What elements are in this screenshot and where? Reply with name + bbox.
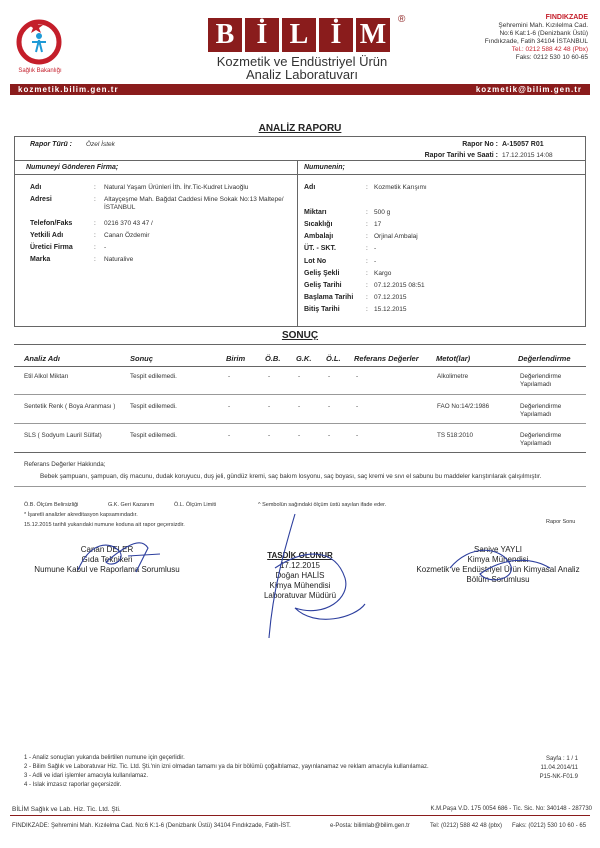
address-line: Fındıkzade, Fatih 34104 İSTANBUL — [484, 38, 588, 45]
sample-colon: : — [366, 221, 368, 228]
sender-value: Canan Özdemir — [104, 232, 150, 239]
divider — [14, 452, 586, 453]
header-fax: Faks: 0212 530 10 60-65 — [515, 54, 588, 61]
signer-title: Gıda Teknikeri — [81, 555, 133, 564]
sender-value: Naturalive — [104, 256, 134, 263]
brand-letter: İ — [319, 18, 353, 52]
address-line: Şehremini Mah. Kızılelma Cad. — [498, 22, 588, 29]
sample-value: Kargo — [374, 270, 392, 277]
sample-label: Ambalajı — [304, 233, 334, 240]
sender-colon: : — [94, 244, 96, 251]
header-tel: Tel.: 0212 588 42 48 (Pbx) — [511, 46, 588, 53]
divider — [297, 160, 298, 327]
row-eval: Değerlendirme — [520, 403, 562, 410]
footer-company: BİLİM Sağlık ve Lab. Hiz. Tic. Ltd. Şti. — [12, 806, 121, 813]
sender-colon: : — [94, 184, 96, 191]
branch-name: FINDIKZADE — [545, 14, 588, 21]
row-name: SLS ( Sodyum Lauril Sülfat) — [24, 432, 102, 439]
sender-colon: : — [94, 232, 96, 239]
footer-fax: Faks: (0212) 530 10 60 - 65 — [512, 823, 587, 829]
col-header-ol: Ö.L. — [326, 354, 341, 363]
row-result: Tespit edilemedi. — [130, 432, 177, 439]
sample-value: 17 — [374, 221, 382, 228]
row-method: FAO No:14/2:1986 — [437, 403, 490, 410]
row-gk: - — [298, 373, 301, 380]
legend-ob: Ö.B. Ölçüm Belirsizliği — [24, 502, 79, 508]
signer-title: Kozmetik ve Endüstriyel Ürün Kimyasal Analiz — [416, 565, 580, 574]
row-eval: Yapılamadı — [520, 411, 552, 418]
sample-label: Sıcaklığı — [304, 221, 333, 228]
sample-colon: : — [366, 233, 368, 240]
sample-colon: : — [366, 245, 368, 252]
col-header-method: Metot(lar) — [436, 354, 471, 363]
footer-tel: Tel: (0212) 588 42 48 (pbx) — [430, 823, 503, 829]
row-eval: Yapılamadı — [520, 381, 552, 388]
signer-title: Laboratuvar Müdürü — [263, 591, 337, 600]
sender-colon: : — [94, 196, 96, 203]
signer-title: Bölüm Sorumlusu — [466, 575, 530, 584]
report-type-label: Rapor Türü : — [30, 141, 72, 148]
report-no-value: A-15057 R01 — [502, 141, 544, 148]
row-result: Tespit edilemedi. — [130, 403, 177, 410]
sample-value: - — [374, 245, 377, 252]
note: 1 - Analiz sonuçları yukarıda belirtilen numune için geçerlidir. — [24, 755, 185, 761]
row-method: TS 518:2010 — [437, 432, 474, 439]
note: 3 - Adli ve idari işlemler amacıyla kullanılamaz. — [24, 773, 149, 779]
footer-divider — [10, 815, 590, 816]
header-address — [485, 14, 588, 62]
approval-date: 17.12.2015 — [279, 561, 321, 570]
brand-letter: M — [356, 18, 390, 52]
sender-label: Marka — [30, 256, 51, 263]
divider — [14, 344, 586, 345]
signer-name: Doğan HALİS — [275, 571, 325, 580]
signer-name: Saniye YAYLI — [473, 545, 523, 554]
row-unit: - — [228, 432, 231, 439]
signer-title: Kimya Mühendisi — [467, 555, 529, 564]
row-eval: Değerlendirme — [520, 432, 562, 439]
row-unit: - — [228, 403, 231, 410]
row-gk: - — [298, 432, 301, 439]
row-ol: - — [328, 373, 331, 380]
signer-title: Numune Kabul ve Raporlama Sorumlusu — [34, 565, 180, 574]
sample-label: Geliş Tarihi — [304, 282, 342, 289]
row-result: Tespit edilemedi. — [130, 373, 177, 380]
website-link[interactable]: kozmetik.bilim.gen.tr — [18, 85, 119, 94]
divider — [14, 160, 586, 161]
sample-label: ÜT. - SKT. — [304, 245, 336, 252]
col-header-analysis: Analiz Adı — [24, 354, 60, 363]
sample-value: Kozmetik Karışımı — [374, 184, 427, 191]
sender-label: Adresi — [30, 196, 52, 203]
row-name: Etil Alkol Miktarı — [24, 373, 69, 380]
sample-value: - — [374, 258, 377, 265]
legend-gk: G.K. Geri Kazanım — [108, 502, 155, 508]
legend-ol: Ö.L. Ölçüm Limiti — [174, 502, 217, 508]
sample-label: Başlama Tarihi — [304, 294, 354, 301]
sample-colon: : — [366, 294, 368, 301]
results-title: SONUÇ — [281, 330, 319, 341]
sender-label: Yetkili Adı — [30, 232, 64, 239]
sender-value: - — [104, 244, 107, 251]
sender-label: Telefon/Faks — [30, 220, 73, 227]
row-gk: - — [298, 403, 301, 410]
row-eval: Yapılamadı — [520, 440, 552, 447]
sender-colon: : — [94, 256, 96, 263]
handwritten-signature — [70, 532, 180, 582]
brand-letter: B — [208, 18, 242, 52]
divider — [14, 174, 586, 175]
sample-colon: : — [366, 270, 368, 277]
row-ref: - — [356, 373, 359, 380]
page-info — [500, 755, 578, 782]
row-ref: - — [356, 403, 359, 410]
col-header-ob: Ö.B. — [265, 354, 281, 363]
sample-label: Miktarı — [304, 209, 327, 216]
sample-colon: : — [366, 184, 368, 191]
sender-colon: : — [94, 220, 96, 227]
legend-symbol: ^ Sembolün sağındaki ölçüm üstü sayılan ifade eder. — [258, 502, 387, 508]
divider — [14, 394, 586, 395]
note: 2 - Bilim Sağlık ve Laboratuvar Hiz. Tic. Ltd. Şti.'nin izni olmadan tamamı ya da bir bölümü çoğaltılamaz, yayınlanamaz ve reklam amacıyla kullanılamaz. — [24, 764, 429, 770]
ref-values-text: Bebek şampuanı, şampuan, diş macunu, dudak koruyucu, duş jeli, gündüz kremi, saç bakım losyonu, saç boyası, saç kremi ve sıvı el sabunu bu maddeler karıştırılarak çalışılmıştır. — [40, 473, 542, 480]
col-header-eval: Değerlendirme — [518, 354, 571, 363]
divider — [14, 486, 586, 487]
divider — [14, 423, 586, 424]
email-link[interactable]: kozmetik@bilim.gen.tr — [475, 85, 582, 94]
footer-tax: K.M.Paşa V.D. 175 0054 686 - Tic. Sic. No: 340148 - 287730 — [430, 806, 592, 812]
row-unit: - — [228, 373, 231, 380]
approval-header: TASDİK OLUNUR — [267, 551, 333, 560]
footer-address: FINDIKZADE: Şehremini Mah. Kızılelma Cad. No:6 K:1-6 (Denizbank Üstü) 34104 Fındıkzade, Fatih-İST. — [12, 823, 291, 829]
sample-value: 15.12.2015 — [374, 306, 407, 313]
sender-header: Numuneyi Gönderen Firma; — [26, 164, 119, 171]
address-line: No:6 Kat:1-6 (Denizbank Üstü) — [499, 30, 588, 37]
brand-logo — [208, 18, 390, 52]
row-ol: - — [328, 432, 331, 439]
row-method: Alkolimetre — [437, 373, 469, 380]
sample-header: Numunenin; — [304, 164, 345, 171]
ref-values-title: Referans Değerler Hakkında; — [24, 461, 106, 468]
sample-label: Geliş Şekli — [304, 270, 340, 277]
report-title: ANALİZ RAPORU — [258, 123, 342, 134]
row-ob: - — [268, 373, 271, 380]
sample-colon: : — [366, 306, 368, 313]
signer-title: Kimya Mühendisi — [269, 581, 331, 590]
sample-colon: : — [366, 282, 368, 289]
contact-band — [10, 84, 590, 95]
handwritten-signature — [440, 538, 560, 598]
sample-value: Orjinal Ambalaj — [374, 233, 418, 240]
sample-colon: : — [366, 258, 368, 265]
sender-value: 0216 370 43 47 / — [104, 220, 153, 227]
row-name: Sentetik Renk ( Boya Aranması ) — [24, 403, 116, 410]
legend-validity: 15.12.2015 tarihli yukarıdaki numune koduna ait rapor geçersizdir. — [24, 522, 185, 528]
signer-name: Canan DELER — [80, 545, 134, 554]
sender-value: Natural Yaşam Ürünleri İth. İhr.Tic-Kudret Livaoğlu — [104, 184, 249, 191]
sender-value: Altayçeşme Mah. Bağdat Caddesi Mine Sokak No:13 Maltepe/İSTANBUL — [104, 196, 284, 211]
report-end: Rapor Sonu — [546, 519, 576, 525]
report-date-value: 17.12.2015 14:08 — [502, 152, 553, 159]
report-type-value: Özel İstek — [86, 141, 115, 148]
divider — [14, 366, 586, 367]
report-date-label: Rapor Tarihi ve Saati : — [424, 152, 498, 159]
form-code: P15-NK-F01.9 — [539, 774, 578, 780]
sample-value: 07.12.2015 08:51 — [374, 282, 425, 289]
footer-email[interactable]: e-Posta: bilimlab@bilim.gen.tr — [330, 823, 410, 829]
row-eval: Değerlendirme — [520, 373, 562, 380]
brand-letter: İ — [245, 18, 279, 52]
row-ob: - — [268, 403, 271, 410]
sample-value: 500 g — [374, 209, 391, 216]
brand-letter: L — [282, 18, 316, 52]
lab-title-line1: Kozmetik ve Endüstriyel Ürün — [216, 54, 388, 69]
sample-label: Lot No — [304, 258, 327, 265]
col-header-result: Sonuç — [130, 354, 153, 363]
col-header-gk: G.K. — [296, 354, 312, 363]
form-date: 11.04.2014/11 — [540, 765, 578, 771]
sender-label: Adı — [30, 184, 42, 191]
row-ref: - — [356, 432, 359, 439]
col-header-ref: Referans Değerler — [354, 354, 419, 363]
col-header-unit: Birim — [226, 354, 246, 363]
legend-accreditation: * İşaretli analizler akreditasyon kapsamındadır. — [24, 512, 138, 518]
page-number: Sayfa : 1 / 1 — [545, 756, 578, 762]
row-ol: - — [328, 403, 331, 410]
ministry-label: Sağlık Bakanlığı — [18, 68, 62, 74]
report-no-label: Rapor No : — [462, 141, 498, 148]
sample-label: Bitiş Tarihi — [304, 306, 340, 313]
sample-label: Adı — [304, 184, 316, 191]
note: 4 - Islak imzasız raporlar geçersizdir. — [24, 782, 122, 788]
lab-title-line2: Analiz Laboratuvarı — [245, 67, 358, 82]
handwritten-signature — [255, 508, 375, 648]
row-ob: - — [268, 432, 271, 439]
sample-colon: : — [366, 209, 368, 216]
sender-label: Üretici Firma — [30, 244, 73, 251]
registered-mark: ® — [398, 14, 406, 25]
sample-value: 07.12.2015 — [374, 294, 407, 301]
